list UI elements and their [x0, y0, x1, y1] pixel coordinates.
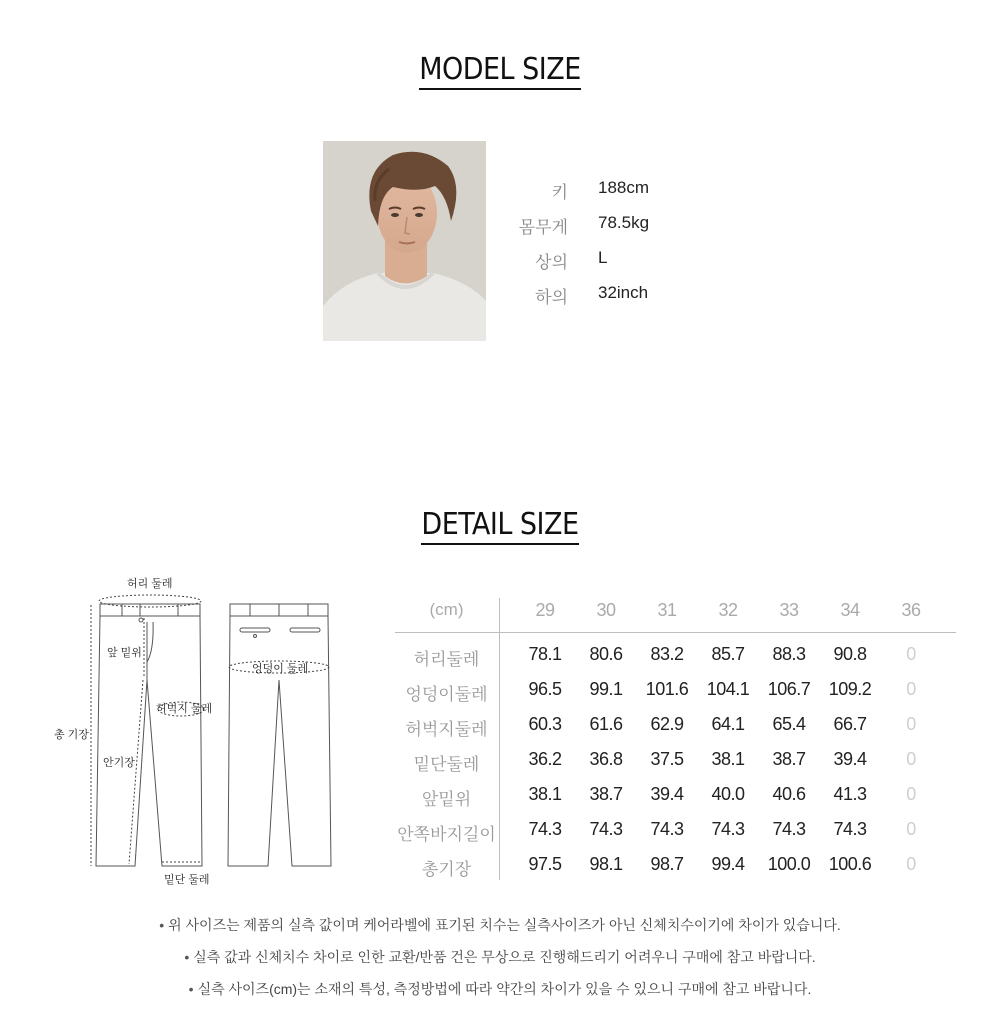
measurement-value: 100.0	[767, 854, 811, 874]
measurement-label: 앞밑위	[421, 790, 472, 809]
measurement-value: 41.3	[833, 784, 867, 804]
table-row	[395, 742, 956, 777]
table-row	[395, 847, 956, 882]
measurement-value: 109.2	[828, 679, 872, 699]
note-item: • 위 사이즈는 제품의 실측 값이며 케어라벨에 표기된 치수는 실측사이즈가 아닌 신체치수이기에 차이가 있습니다.	[159, 917, 841, 933]
measurement-value: 100.6	[828, 854, 872, 874]
model-bottom-size-value: 32inch	[598, 283, 649, 302]
size-col-header: 29	[535, 600, 555, 620]
measurement-label: 총기장	[421, 860, 472, 879]
measurement-value: 40.0	[711, 784, 745, 804]
size-col-header: 34	[840, 600, 860, 620]
measurement-value: 99.4	[711, 854, 745, 874]
note-item: • 실측 사이즈(cm)는 소재의 특성, 측정방법에 따라 약간의 차이가 있을 수 있으니 구매에 참고 바랍니다.	[188, 981, 812, 997]
measurement-value: 98.1	[589, 854, 623, 874]
total-length-label: 총 기장	[54, 729, 89, 741]
table-body	[395, 633, 956, 882]
measurement-value: 61.6	[589, 714, 623, 734]
thigh-label: 허벅지 둘레	[156, 703, 213, 715]
measurement-value: 104.1	[706, 679, 750, 699]
table-row	[395, 777, 956, 812]
measurement-label: 허벅지둘레	[405, 720, 488, 739]
hem-label: 밑단 둘레	[164, 874, 210, 886]
measurement-value: 37.5	[650, 749, 684, 769]
measurement-value: 83.2	[650, 644, 684, 664]
model-top-size-label: 상의	[535, 253, 568, 272]
model-height-label: 키	[551, 183, 568, 202]
measurement-value: 39.4	[650, 784, 684, 804]
measurement-value: 80.6	[589, 644, 623, 664]
measurement-label: 엉덩이둘레	[405, 685, 488, 704]
hip-label: 엉덩이 둘레	[252, 663, 309, 675]
measurement-value: 0	[906, 854, 916, 874]
table-row	[395, 707, 956, 742]
measurement-value: 38.1	[528, 784, 562, 804]
measurement-value: 85.7	[711, 644, 745, 664]
model-size-title: MODEL SIZE	[0, 52, 1000, 90]
measurement-value: 74.3	[589, 819, 623, 839]
measurement-label: 안쪽바지길이	[397, 825, 496, 844]
measurement-value: 0	[906, 784, 916, 804]
measurement-value: 65.4	[772, 714, 806, 734]
measurement-value: 96.5	[528, 679, 562, 699]
table-row	[395, 812, 956, 847]
measurement-value: 74.3	[833, 819, 867, 839]
table-row	[395, 637, 956, 672]
measurement-value: 36.2	[528, 749, 562, 769]
measurement-value: 38.7	[589, 784, 623, 804]
measurement-value: 36.8	[589, 749, 623, 769]
measurement-value: 62.9	[650, 714, 684, 734]
model-weight-value: 78.5kg	[598, 213, 650, 232]
measurement-value: 101.6	[645, 679, 689, 699]
measurement-label: 밑단둘레	[413, 755, 480, 774]
size-col-header: 36	[901, 600, 921, 620]
size-col-header: 32	[718, 600, 738, 620]
model-weight-label: 몸무게	[518, 218, 568, 237]
measurement-value: 64.1	[711, 714, 745, 734]
unit-label: (cm)	[429, 600, 464, 619]
measurement-value: 88.3	[772, 644, 806, 664]
measurement-value: 74.3	[711, 819, 745, 839]
table-header-row	[395, 594, 956, 633]
measurement-value: 74.3	[528, 819, 562, 839]
model-portrait-image	[323, 141, 486, 341]
size-col-header: 30	[596, 600, 616, 620]
size-table	[395, 594, 956, 882]
measurement-value: 74.3	[772, 819, 806, 839]
measurement-value: 39.4	[833, 749, 867, 769]
measurement-value: 66.7	[833, 714, 867, 734]
size-col-header: 33	[779, 600, 799, 620]
model-bottom-size-label: 하의	[535, 288, 568, 307]
measurement-value: 0	[906, 819, 916, 839]
note-item: • 실측 값과 신체치수 차이로 인한 교환/반품 건은 무상으로 진행해드리기 어려우니 구매에 참고 바랍니다.	[184, 949, 816, 965]
measurement-value: 0	[906, 714, 916, 734]
measurement-value: 98.7	[650, 854, 684, 874]
measurement-value: 74.3	[650, 819, 684, 839]
model-height-value: 188cm	[598, 178, 650, 197]
measurement-value: 90.8	[833, 644, 867, 664]
pants-measurement-diagram	[50, 570, 350, 890]
measurement-value: 38.7	[772, 749, 806, 769]
measurement-value: 0	[906, 749, 916, 769]
pants-outline-drawing	[50, 570, 350, 890]
measurement-label: 허리둘레	[413, 650, 480, 669]
measurement-value: 99.1	[589, 679, 623, 699]
inseam-label: 안기장	[103, 757, 135, 769]
measurement-value: 0	[906, 679, 916, 699]
table-row	[395, 672, 956, 707]
measurement-value: 38.1	[711, 749, 745, 769]
measurement-value: 0	[906, 644, 916, 664]
model-top-size-value: L	[598, 248, 608, 267]
waist-label: 허리 둘레	[127, 578, 173, 590]
model-photo	[323, 141, 486, 341]
measurement-value: 40.6	[772, 784, 806, 804]
measurement-value: 106.7	[767, 679, 811, 699]
size-notes	[0, 914, 1000, 1010]
detail-size-title: DETAIL SIZE	[0, 507, 1000, 545]
front-rise-label: 앞 밑위	[107, 647, 142, 659]
measurement-value: 78.1	[528, 644, 562, 664]
measurement-value: 60.3	[528, 714, 562, 734]
measurement-value: 97.5	[528, 854, 562, 874]
size-col-header: 31	[657, 600, 677, 620]
